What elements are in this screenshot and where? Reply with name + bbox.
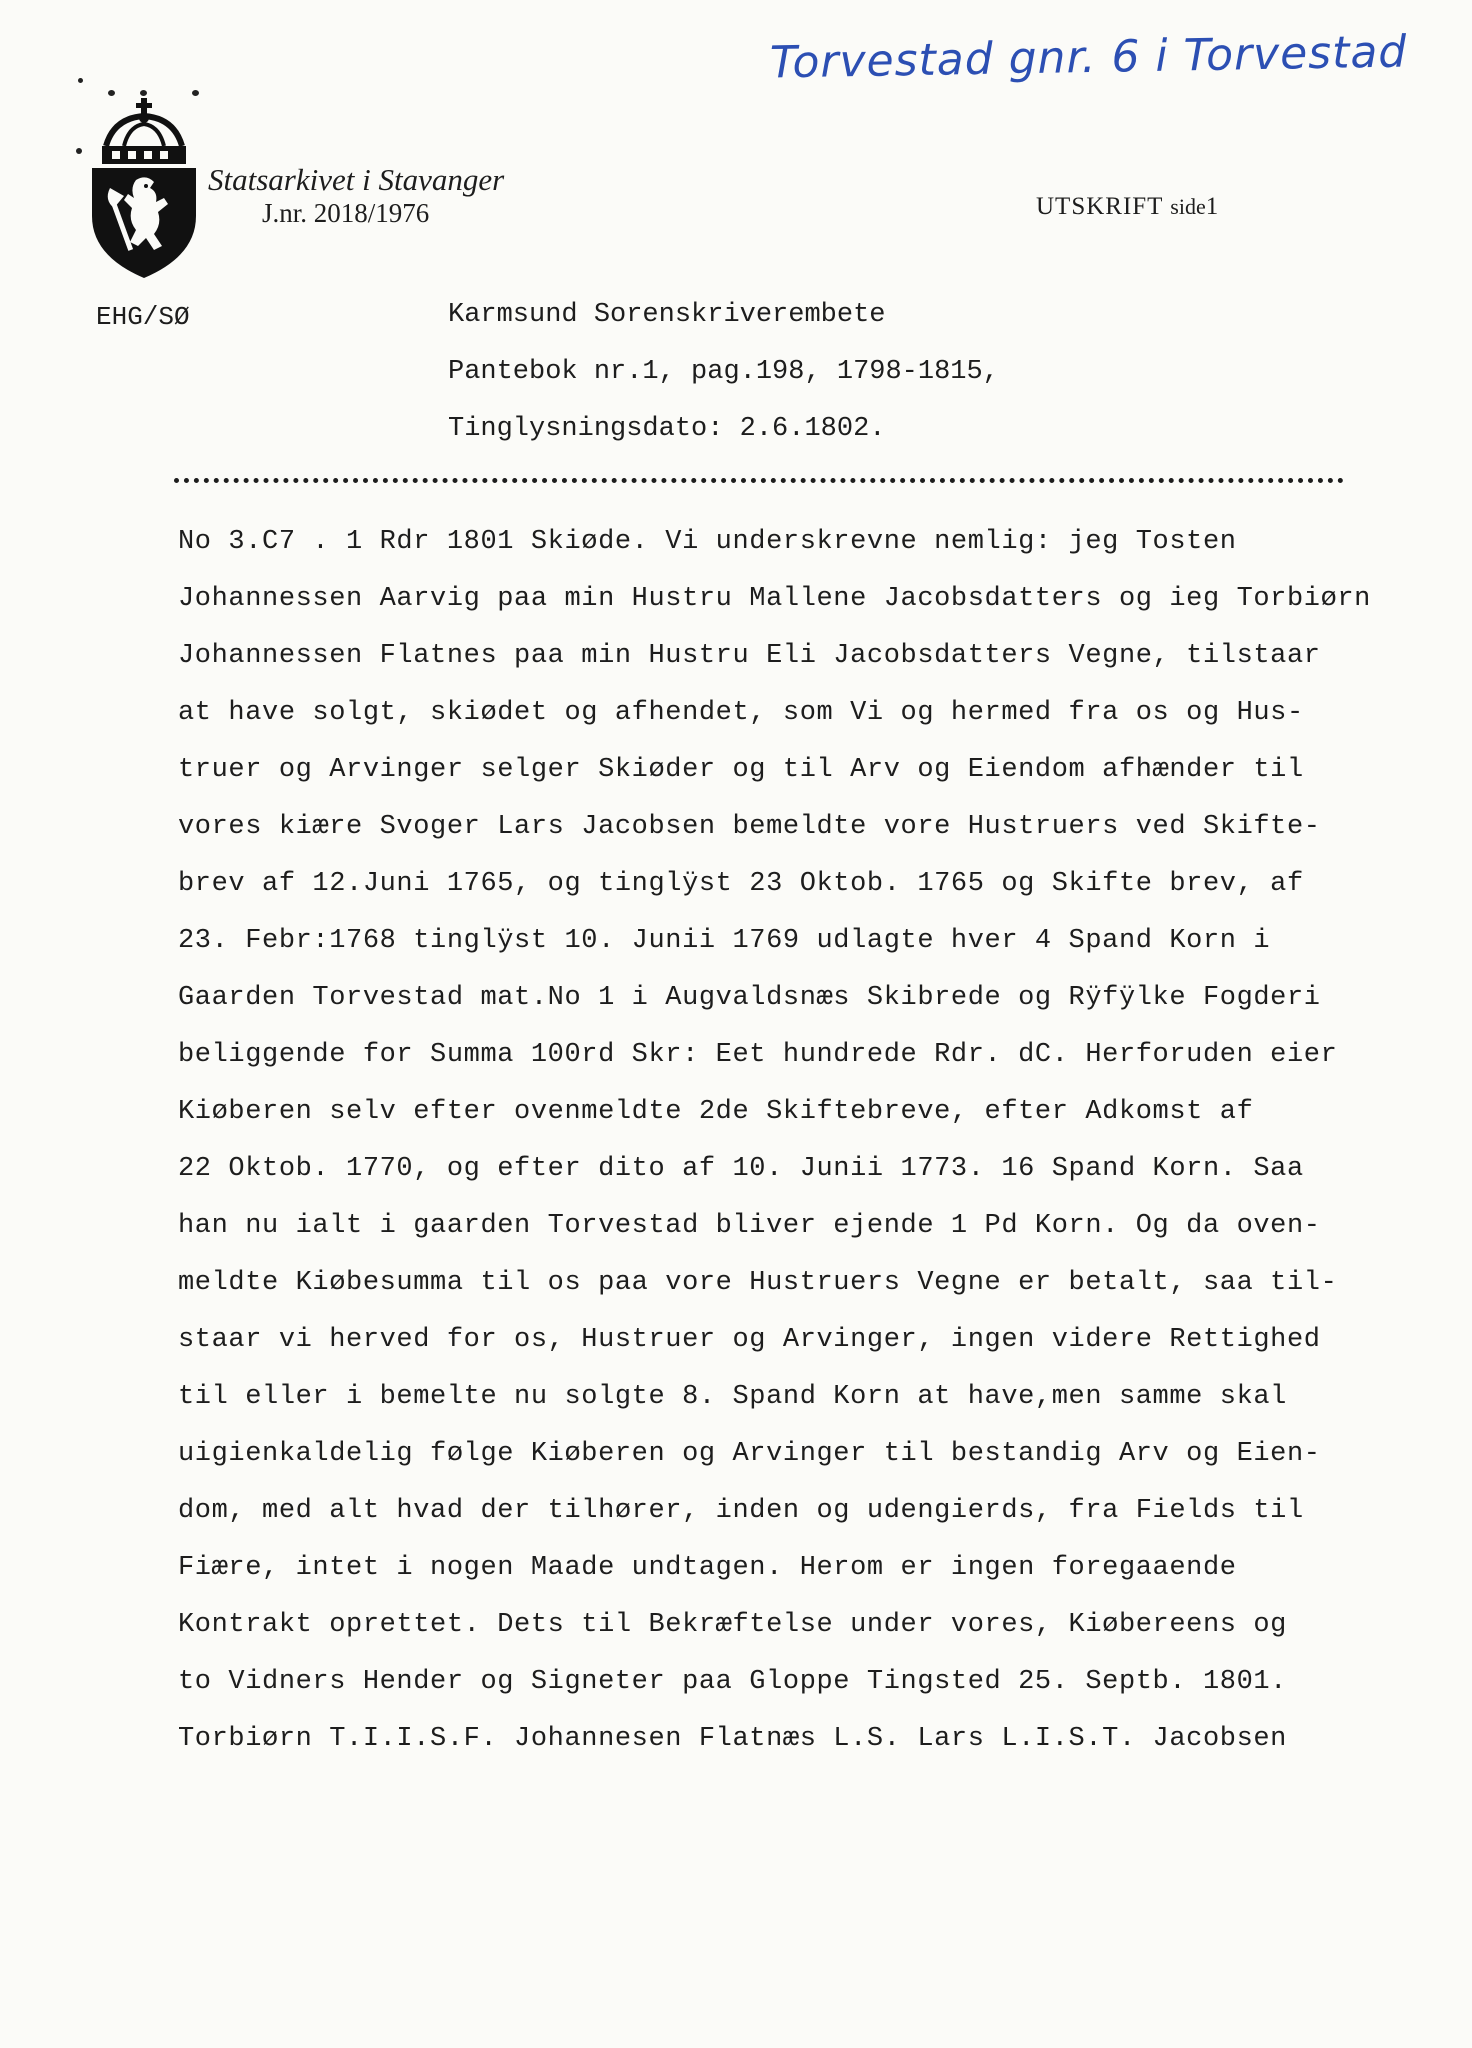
case-initials: EHG/SØ: [96, 302, 190, 332]
body-line: brev af 12.Juni 1765, og tinglÿst 23 Oktob. 1765 og Skifte brev, af: [178, 869, 1304, 899]
body-line: truer og Arvinger selger Skiøder og til Arv og Eiendom afhænder til: [178, 755, 1304, 785]
utskrift-page-label: [1036, 193, 1219, 221]
body-line: beliggende for Summa 100rd Skr: Eet hundrede Rdr. dC. Herforuden eier: [178, 1040, 1338, 1070]
body-line: No 3.C7 . 1 Rdr 1801 Skiøde. Vi underskrevne nemlig: jeg Tosten: [178, 527, 1237, 557]
body-line: at have solgt, skiødet og afhendet, som Vi og hermed fra os og Hus-: [178, 698, 1304, 728]
body-line: 23. Febr:1768 tinglÿst 10. Junii 1769 udlagte hver 4 Spand Korn i: [178, 926, 1271, 956]
body-line: meldte Kiøbesumma til os paa vore Hustruers Vegne er betalt, saa til-: [178, 1268, 1338, 1298]
body-line: Johannessen Aarvig paa min Hustru Mallene Jacobsdatters og ieg Torbiørn: [178, 584, 1371, 614]
header-line: Tinglysningsdato: 2.6.1802.: [448, 414, 886, 444]
journal-number: J.nr. 2018/1976: [262, 198, 430, 228]
body-line: uigienkaldelig følge Kiøberen og Arvinger til bestandig Arv og Eien-: [178, 1439, 1321, 1469]
utskrift-label: UTSKRIFT: [1036, 193, 1164, 220]
handwritten-note: Torvestad gnr. 6 i Torvestad: [769, 26, 1408, 89]
body-line: Gaarden Torvestad mat.No 1 i Augvaldsnæs Skibrede og Rÿfÿlke Fogderi: [178, 983, 1321, 1013]
header-line: Karmsund Sorenskriverembete: [448, 300, 886, 330]
header-line: Pantebok nr.1, pag.198, 1798-1815,: [448, 357, 999, 387]
archive-name: Statsarkivet i Stavanger: [208, 162, 505, 197]
side-label: side: [1170, 194, 1206, 219]
norwegian-coat-of-arms-icon: [84, 96, 204, 280]
body-line: Fiære, intet i nogen Maade undtagen. Herom er ingen foregaaende: [178, 1553, 1237, 1583]
body-line: dom, med alt hvad der tilhører, inden og udengierds, fra Fields til: [178, 1496, 1304, 1526]
body-line: 22 Oktob. 1770, og efter dito af 10. Junii 1773. 16 Spand Korn. Saa: [178, 1154, 1304, 1184]
page-number: 1: [1205, 193, 1220, 220]
dotted-separator: [174, 478, 1344, 483]
body-line: Kontrakt oprettet. Dets til Bekræftelse under vores, Kiøbereens og: [178, 1610, 1287, 1640]
body-line: to Vidners Hender og Signeter paa Gloppe Tingsted 25. Septb. 1801.: [178, 1667, 1287, 1697]
body-line: han nu ialt i gaarden Torvestad bliver ejende 1 Pd Korn. Og da oven-: [178, 1211, 1321, 1241]
body-line: vores kiære Svoger Lars Jacobsen bemeldte vore Hustruers ved Skifte-: [178, 812, 1321, 842]
body-line: Johannessen Flatnes paa min Hustru Eli Jacobsdatters Vegne, tilstaar: [178, 641, 1321, 671]
body-line: Kiøberen selv efter ovenmeldte 2de Skiftebreve, efter Adkomst af: [178, 1097, 1254, 1127]
body-line: til eller i bemelte nu solgte 8. Spand Korn at have,men samme skal: [178, 1382, 1287, 1412]
body-line: Torbiørn T.I.I.S.F. Johannesen Flatnæs L.S. Lars L.I.S.T. Jacobsen: [178, 1724, 1287, 1754]
body-line: staar vi herved for os, Hustruer og Arvinger, ingen videre Rettighed: [178, 1325, 1321, 1355]
